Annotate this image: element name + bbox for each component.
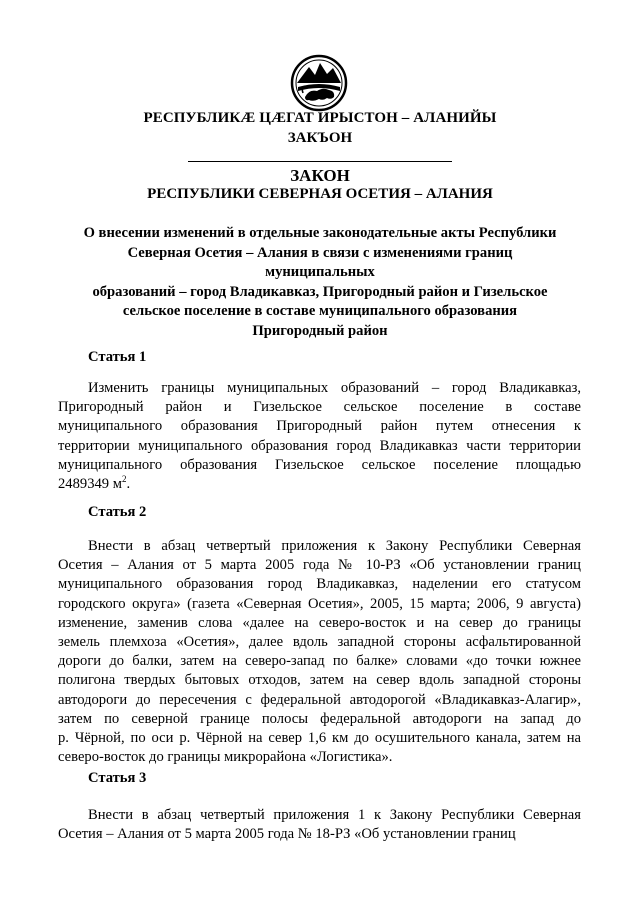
- ossetian-republic-title: РЕСПУБЛИКӔ ЦӔГАТ ИРЫСТОН – АЛАНИЙЫ: [143, 110, 497, 126]
- text-line: дороги до балки, затем на северо-запад по балке» словами «до точки южнее: [58, 653, 581, 670]
- text-line: р. Чёрной, по оси р. Чёрной на север 1,6 км до осушительного канала, затем на: [58, 730, 581, 747]
- text-line: Пригородный район и Гизельское сельское поселение в составе: [58, 399, 581, 416]
- area-unit-exponent: 2: [121, 474, 127, 485]
- header-divider: [188, 161, 452, 162]
- area-line: [58, 475, 581, 494]
- text-line: земель племхоза «Осетия», далее вдоль западной стороны асфальтированной: [58, 634, 581, 651]
- subject-line: О внесении изменений в отдельные законодательные акты Республики: [83, 225, 557, 241]
- area-period: .: [126, 476, 131, 493]
- article-3-heading: Статья 3: [88, 770, 147, 786]
- article-2-text: [58, 537, 581, 767]
- text-line: Внести в абзац четвертый приложения 1 к Закону Республики Северная: [88, 807, 581, 823]
- text-line: северо-восток до границы микрорайона «Логистика».: [58, 749, 393, 766]
- text-line: муниципального образования Пригородный район путем отнесения к: [58, 418, 581, 435]
- law-subject: [80, 224, 560, 342]
- article-1-heading: Статья 1: [88, 349, 147, 365]
- coat-of-arms-emblem: [289, 53, 349, 113]
- text-line: полигона твердых бытовых отходов, затем на север вдоль западной стороны: [58, 672, 581, 689]
- text-line: муниципального образования город Владикавказ, наделении его статусом: [58, 576, 581, 593]
- article-2-heading: Статья 2: [88, 504, 147, 520]
- subject-line: сельское поселение в составе муниципального образования: [122, 303, 518, 320]
- area-value: 2489349 м: [58, 476, 122, 493]
- text-line: автодороги до пересечения с федеральной автодорогой «Владикавказ-Алагир»,: [58, 691, 581, 708]
- law-title: ЗАКОН: [290, 166, 350, 185]
- russian-republic-title: РЕСПУБЛИКИ СЕВЕРНАЯ ОСЕТИЯ – АЛАНИЯ: [147, 186, 493, 202]
- subject-line: образований – город Владикавказ, Пригородный район и Гизельское: [92, 283, 548, 300]
- text-line: изменение, заменив слова «далее на северо-восток и на север до границы: [58, 614, 581, 631]
- text-line: Осетия – Алания от 5 марта 2005 года № 18-РЗ «Об установлении границ: [58, 826, 516, 843]
- subject-line: Северная Осетия – Алания в связи с изменениями границ муниципальных: [127, 244, 513, 281]
- text-line: муниципального образования Гизельское сельское поселение площадью: [58, 456, 581, 473]
- text-line: территории муниципального образования город Владикавказ части территории: [58, 437, 581, 454]
- article-1-text: [58, 379, 581, 494]
- text-line: Осетия – Алания от 5 марта 2005 года № 10-РЗ «Об установлении границ: [58, 557, 581, 574]
- article-3-text: [58, 806, 581, 844]
- text-line: затем по северной границе полосы федеральной автодороги на запад до: [58, 710, 581, 727]
- text-line: Внести в абзац четвертый приложения к Закону Республики Северная: [88, 538, 581, 554]
- ossetian-law-title: ЗАКЪОН: [287, 130, 353, 146]
- text-line: городского округа» (газета «Северная Осетия», 2005, 15 марта; 2006, 9 августа): [58, 595, 581, 612]
- text-line: Изменить границы муниципальных образований – город Владикавказ,: [88, 380, 581, 396]
- subject-line: Пригородный район: [252, 322, 388, 339]
